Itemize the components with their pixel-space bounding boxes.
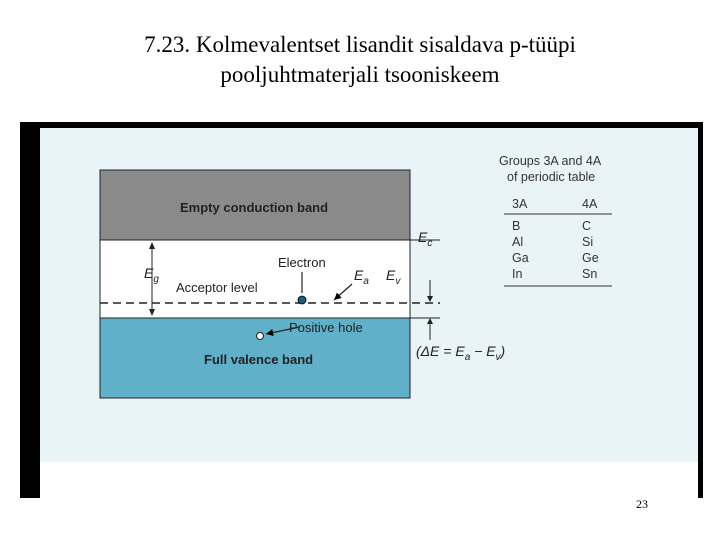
groups-table-cell: Si — [582, 235, 594, 249]
electron-dot — [298, 296, 306, 304]
groups-table-cell: Al — [512, 235, 524, 249]
valence-band-label: Full valence band — [204, 352, 314, 367]
positive-hole-label: Positive hole — [289, 320, 363, 335]
acceptor-level-label: Acceptor level — [176, 280, 258, 295]
slide-title-line2: pooljuhtmaterjali tsooniskeem — [220, 62, 500, 87]
ea-label: $E_a$ — [354, 267, 369, 287]
slide-title-line1: 7.23. Kolmevalentset lisandit sisaldava p-tüüpi — [144, 32, 576, 57]
groups-table-cell: B — [512, 219, 521, 233]
groups-table-cell: Ge — [582, 251, 599, 265]
groups-table-cell: C — [582, 219, 592, 233]
delta-e-formula: $(\Delta E = E_a - E_v)$ — [416, 343, 506, 363]
groups-table-cell: Sn — [582, 267, 598, 281]
ec-label: $E_c$ — [418, 229, 433, 249]
groups-table-col-4a: 4A — [582, 197, 598, 211]
groups-table-heading-line1: Groups 3A and 4A — [499, 154, 602, 168]
groups-table-heading-line2: of periodic table — [507, 170, 596, 184]
groups-table-cell: In — [512, 267, 523, 281]
conduction-band-label: Empty conduction band — [180, 200, 329, 215]
page-number: 23 — [636, 497, 648, 511]
groups-table-cell: Ga — [512, 251, 529, 265]
groups-table-col-3a: 3A — [512, 197, 528, 211]
ev-label: $E_v$ — [386, 267, 401, 287]
figure-panel-bottom — [40, 462, 698, 498]
positive-hole-dot — [257, 333, 264, 340]
eg-label: $E_g$ — [144, 265, 159, 285]
electron-label: Electron — [278, 255, 326, 270]
